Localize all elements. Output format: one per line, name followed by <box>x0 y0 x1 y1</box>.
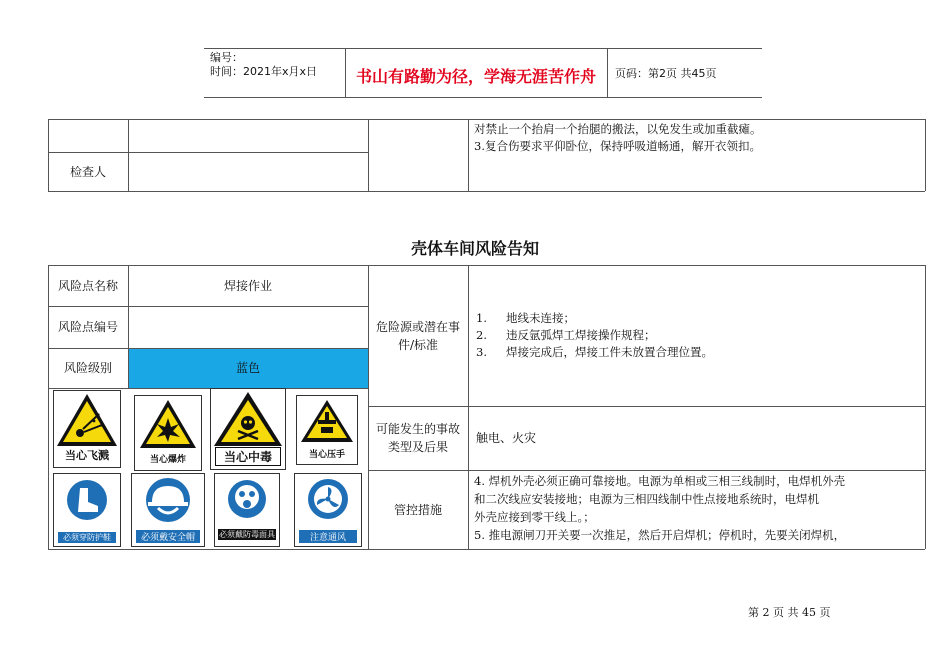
gas-mask-icon <box>215 474 279 526</box>
crush-hand-icon <box>297 396 357 446</box>
sign-caption: 当心爆炸 <box>149 455 186 465</box>
accident-type-value: 触电、火灾 <box>476 431 537 445</box>
hazard-item: 3. 焊接完成后，焊接工件未放置合理位置。 <box>476 345 713 359</box>
inspector-label: 检查人 <box>69 164 106 179</box>
section-title: 壳体车间风险告知 <box>410 239 539 258</box>
hazard-item: 1. 地线未连接； <box>476 311 575 325</box>
explosion-icon <box>135 396 201 452</box>
risk-level-label: 风险级别 <box>63 361 112 375</box>
sign-caption: 当心中毒 <box>215 447 281 466</box>
hazard-list <box>476 310 713 361</box>
sign-caption: 必须戴防毒面具 <box>219 530 275 539</box>
document-time-label: 时间：2021年x月x日 <box>210 65 318 78</box>
poison-icon <box>211 389 285 449</box>
risk-point-name-label: 风险点名称 <box>57 278 118 293</box>
warning-sign-crush-hand <box>296 395 358 465</box>
warning-sign-flying-debris <box>53 390 121 468</box>
mandatory-sign-shoes <box>53 473 121 547</box>
accident-type-label: 可能发生的事故类型及后果 <box>375 422 460 454</box>
warning-sign-explosion <box>134 395 202 471</box>
flying-debris-icon <box>54 391 120 451</box>
prev-measure-line-1: 对禁止一个抬肩一个抬腿的搬法，以免发生或加重截瘫。 <box>474 122 762 136</box>
hazard-item: 2. 违反氩弧焊工焊接操作规程； <box>476 328 656 342</box>
sign-caption: 必须穿防护鞋 <box>58 532 116 543</box>
ventilation-icon <box>295 474 361 528</box>
protective-shoes-icon <box>54 474 120 528</box>
document-number-label: 编号： <box>210 51 243 64</box>
risk-point-name-value: 焊接作业 <box>223 278 272 293</box>
risk-point-number-label: 风险点编号 <box>57 320 118 334</box>
hazard-source-label: 危险源或潜在事件/标准 <box>375 319 460 352</box>
prev-measure-line-2: 3.复合伤要求平仰卧位，保持呼吸道畅通，解开衣领扣。 <box>474 139 761 153</box>
footer-page-number: 第 2 页 共 45 页 <box>748 606 831 619</box>
control-measures-label: 管控措施 <box>393 502 442 517</box>
risk-point-number-value <box>128 306 368 348</box>
page-info: 页码：第2页 共45页 <box>615 67 717 80</box>
sign-caption: 必须戴安全帽 <box>136 530 200 543</box>
warning-sign-poison <box>210 388 286 470</box>
control-measures-text: 4. 焊机外壳必须正确可靠接地。电源为单相或三相三线制时，电焊机外壳 和二次线应安装接地；电源为三相四线制中性点接地系统时，电焊机 外壳应接到零干线上。； 5. 推电源闸刀开关要一次推足，然后开启焊机；停机时，先要关闭焊机， <box>474 474 846 542</box>
mandatory-sign-ventilation <box>294 473 362 547</box>
mandatory-sign-helmet <box>131 473 205 547</box>
mandatory-sign-gas-mask <box>214 473 280 547</box>
sign-caption: 注意通风 <box>299 530 357 543</box>
sign-caption: 当心飞溅 <box>65 449 109 462</box>
motto: 书山有路勤为径，学海无涯苦作舟 <box>356 67 597 86</box>
safety-helmet-icon <box>132 474 204 528</box>
risk-level-value: 蓝色 <box>235 361 260 375</box>
sign-caption: 当心压手 <box>308 450 345 460</box>
